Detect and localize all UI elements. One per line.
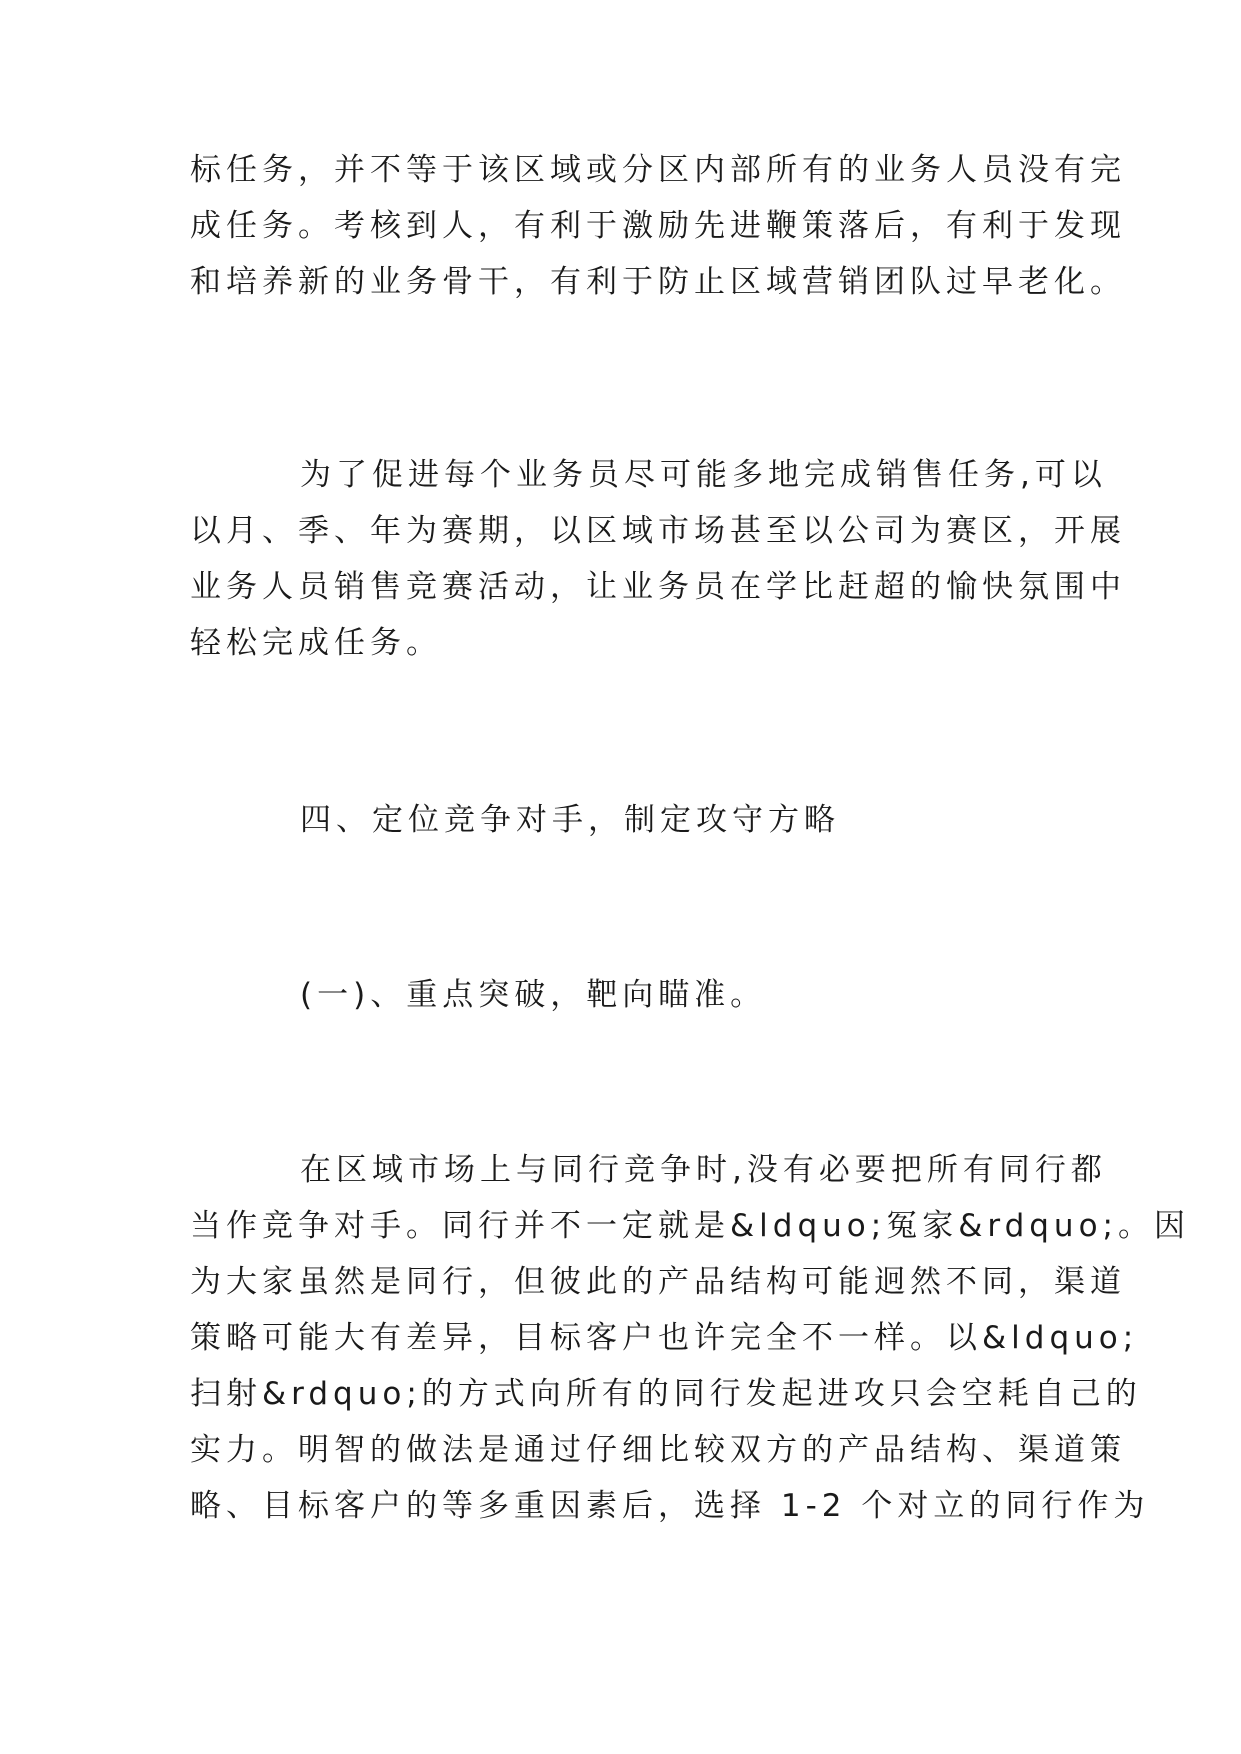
subsection-heading: (一)、重点突破，靶向瞄准。 [300, 977, 767, 1013]
paragraph-3-line-1: 在区域市场上与同行竞争时,没有必要把所有同行都 [300, 1152, 1107, 1188]
paragraph-1-line-2: 成任务。考核到人，有利于激励先进鞭策落后，有利于发现 [190, 208, 1126, 244]
paragraph-3-line-7: 略、目标客户的等多重因素后，选择 1-2 个对立的同行作为 [190, 1488, 1150, 1524]
paragraph-2-line-4: 轻松完成任务。 [190, 625, 442, 661]
section-heading: 四、定位竞争对手，制定攻守方略 [300, 802, 840, 838]
paragraph-2-line-1: 为了促进每个业务员尽可能多地完成销售任务,可以 [300, 457, 1107, 493]
paragraph-3-line-4: 策略可能大有差异，目标客户也许完全不一样。以&ldquo; [190, 1320, 1139, 1356]
paragraph-3-line-5: 扫射&rdquo;的方式向所有的同行发起进攻只会空耗自己的 [190, 1376, 1142, 1412]
paragraph-2-line-2: 以月、季、年为赛期，以区域市场甚至以公司为赛区，开展 [190, 513, 1126, 549]
paragraph-2-line-3: 业务人员销售竞赛活动，让业务员在学比赶超的愉快氛围中 [190, 569, 1126, 605]
paragraph-1-line-3: 和培养新的业务骨干，有利于防止区域营销团队过早老化。 [190, 264, 1126, 300]
paragraph-1-line-1: 标任务，并不等于该区域或分区内部所有的业务人员没有完 [190, 152, 1126, 188]
paragraph-3-line-6: 实力。明智的做法是通过仔细比较双方的产品结构、渠道策 [190, 1432, 1126, 1468]
paragraph-3-line-2: 当作竞争对手。同行并不一定就是&ldquo;冤家&rdquo;。因 [190, 1208, 1190, 1244]
paragraph-3-line-3: 为大家虽然是同行，但彼此的产品结构可能迥然不同，渠道 [190, 1264, 1126, 1300]
